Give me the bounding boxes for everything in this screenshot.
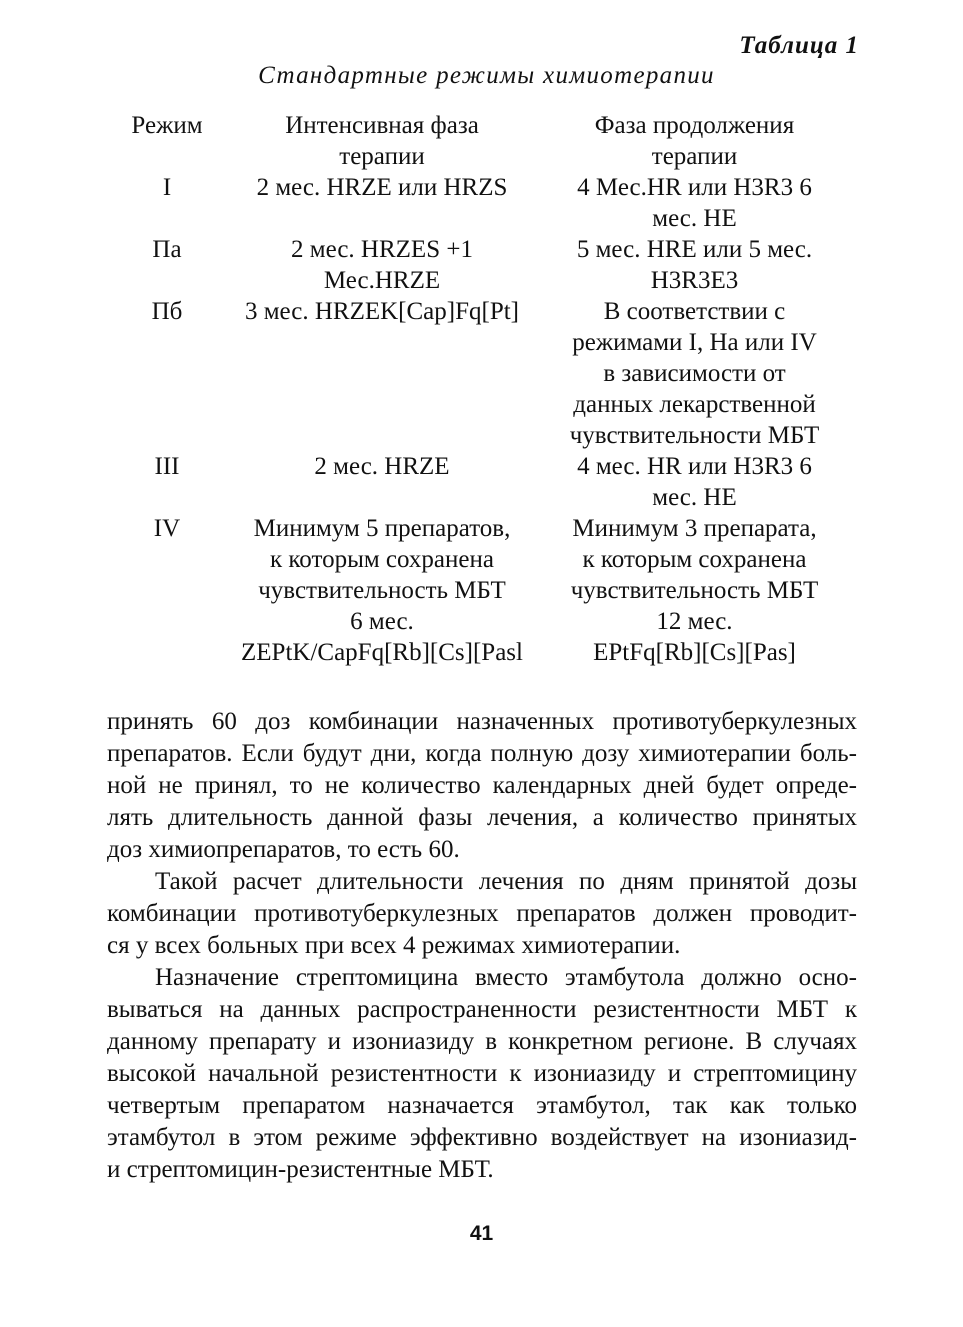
continuation-cell: 4 мес. HR или H3R3 6 мес. НЕ <box>577 453 812 511</box>
text-line: Такой расчет длительности лечения по дням принятой дозы <box>155 868 857 895</box>
continuation-cell: 4 Мес.HR или H3R3 6 мес. НЕ <box>577 174 812 232</box>
intensive-cell: 2 мес. HRZES +1 Мес.HRZE <box>291 236 473 294</box>
header-intensive-phase: Интенсивная фаза терапии <box>285 112 479 170</box>
table-row <box>112 234 847 296</box>
text-line: и стрептомицин-резистентные МБТ. <box>107 1156 494 1183</box>
text-line: высокой начальной резистентности к изониазиду и стрептомицину <box>107 1060 857 1087</box>
regimen-cell: Пб <box>151 298 183 325</box>
intensive-cell: 2 мес. HRZE или HRZS <box>256 174 508 201</box>
regimen-cell: III <box>154 453 180 480</box>
table-row <box>112 296 847 451</box>
table-label: Таблица 1 <box>739 32 859 59</box>
text-line: ся у всех больных при всех 4 режимах химиотерапии. <box>107 932 681 959</box>
regimen-table <box>112 110 847 668</box>
text-line: этамбутол в этом режиме эффективно воздействует на изониазид- <box>107 1124 857 1151</box>
table-row <box>112 172 847 234</box>
regimen-cell: I <box>162 174 172 201</box>
text-line: Назначение стрептомицина вместо этамбутола должно осно- <box>155 964 857 991</box>
text-line: ной не принял, то не количество календарных дней будет опреде- <box>107 772 857 799</box>
table-row <box>112 451 847 513</box>
continuation-cell: Минимум 3 препарата, к которым сохранена чувствительность МБТ 12 мес. EPtFq[Rb][Cs][Pas] <box>570 515 819 666</box>
page-number: 41 <box>469 1222 494 1245</box>
header-regimen: Режим <box>131 112 203 139</box>
text-line: доз химиопрепаратов, то есть 60. <box>107 836 460 863</box>
intensive-cell: 2 мес. HRZE <box>314 453 450 480</box>
text-line: препаратов. Если будут дни, когда полную дозу химиотерапии боль- <box>107 740 857 767</box>
intensive-cell: 3 мес. HRZEK[Cap]Fq[Pt] <box>244 298 520 325</box>
body-text <box>107 706 857 1186</box>
text-line: принять 60 доз комбинации назначенных противотуберкулезных <box>107 708 857 735</box>
header-continuation-phase: Фаза продолжения терапии <box>594 112 795 170</box>
text-line: лять длительность данной фазы лечения, а количество принятых <box>107 804 857 831</box>
table-header-row <box>112 110 847 172</box>
intensive-cell: Минимум 5 препаратов, к которым сохранена чувствительность МБТ 6 мес. ZEPtK/CapFq[Rb][Cs][Pasl <box>241 515 523 666</box>
text-line: четвертым препаратом назначается этамбутол, так как только <box>107 1092 857 1119</box>
table-row <box>112 513 847 668</box>
text-line: данному препарату и изониазиду в конкретном регионе. В случаях <box>107 1028 857 1055</box>
continuation-cell: В соответствии с режимами I, На или IV в зависимости от данных лекарственной чувствительности МБТ <box>569 298 820 449</box>
text-line: комбинации противотуберкулезных препаратов должен проводит- <box>107 900 857 927</box>
table-title: Стандартные режимы химиотерапии <box>258 62 715 89</box>
text-line: вываться на данных распространенности резистентности МБТ к <box>107 996 857 1023</box>
regimen-cell: IV <box>153 515 181 542</box>
continuation-cell: 5 мес. HRE или 5 мес. H3R3E3 <box>576 236 813 294</box>
regimen-cell: Па <box>152 236 182 263</box>
